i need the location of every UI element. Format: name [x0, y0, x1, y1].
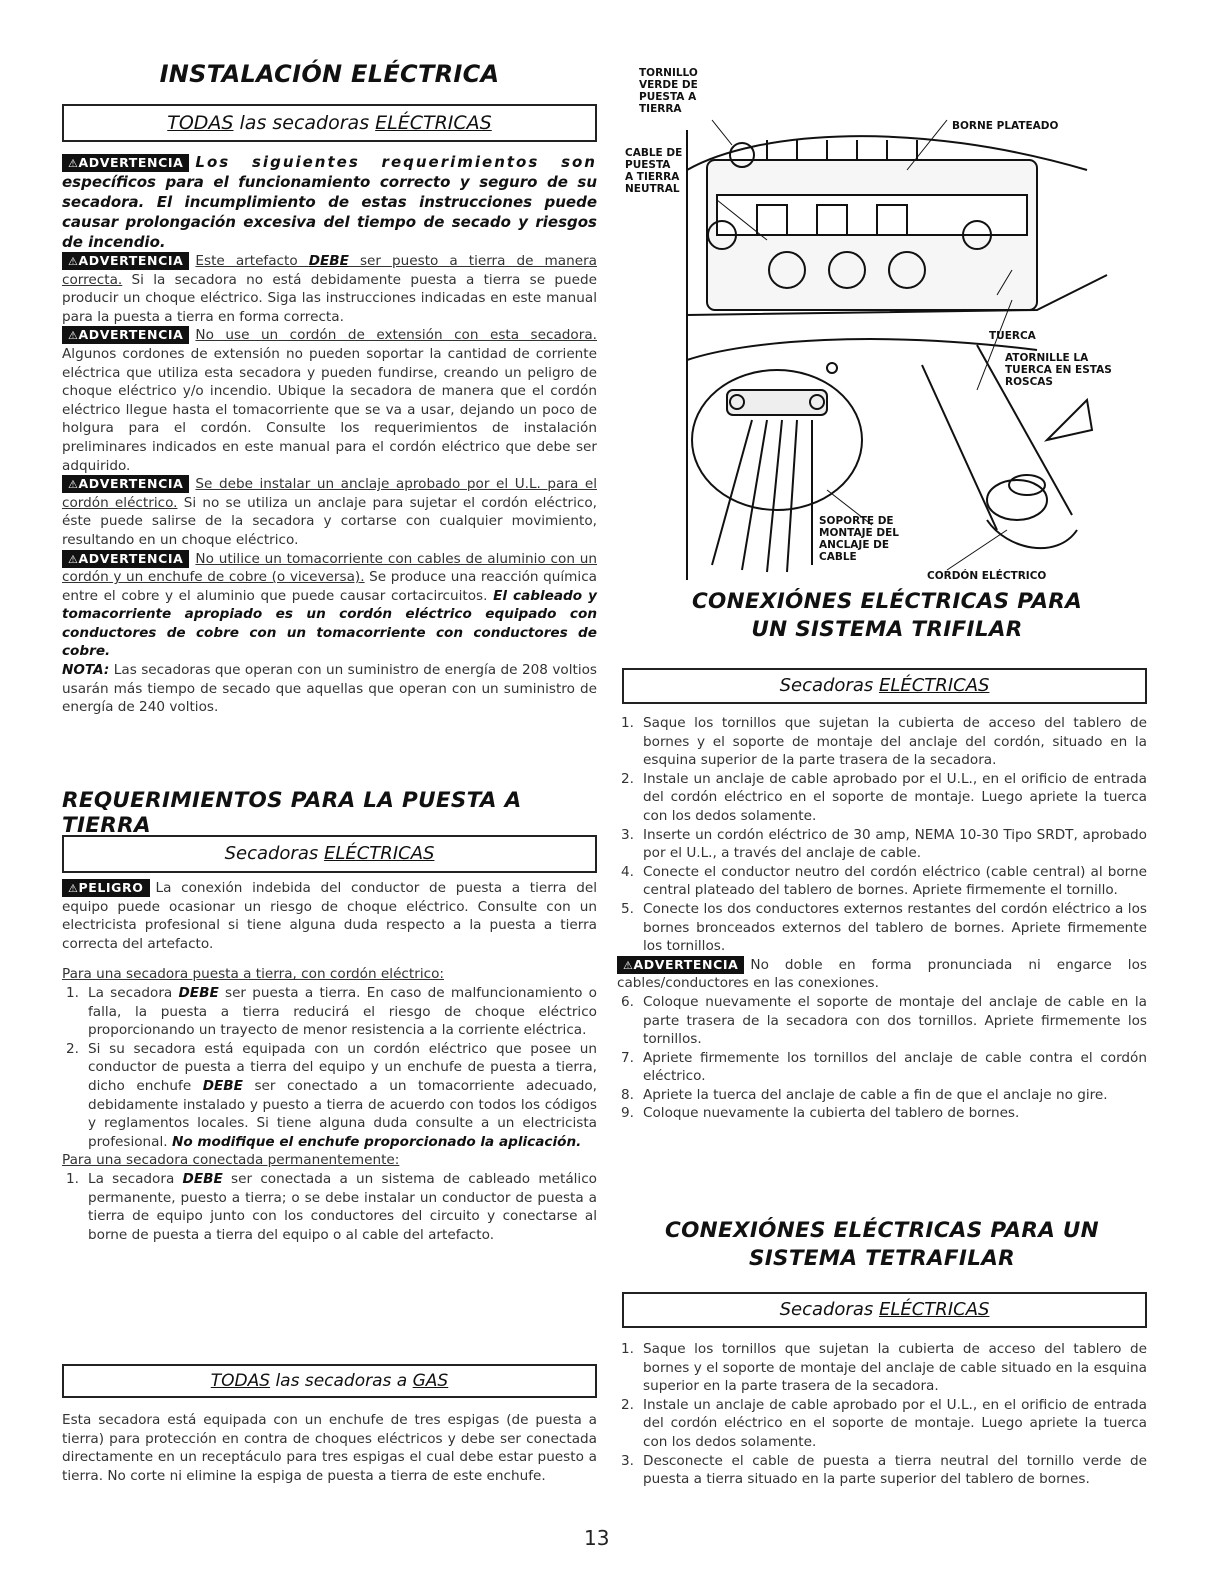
- box-electric-dryers: [62, 835, 597, 873]
- warning-3-underline: No use un cordón de extensión con esta secadora.: [195, 327, 597, 344]
- box-all-electric-suffix: ELÉCTRICAS: [375, 112, 492, 134]
- subheading-corded: Para una secadora puesta a tierra, con cordón eléctrico:: [62, 966, 444, 983]
- label-green-screw: TORNILLO VERDE DE PUESTA A TIERRA: [639, 67, 698, 115]
- list-item: 2. Instale un anclaje de cable aprobado por el U.L., en el orificio de entrada del cordón eléctrico en el soporte de montaje. Luego apriete la tuerca con los dedos solamente.: [621, 1396, 1147, 1450]
- warning-3-rest: Algunos cordones de extensión no pueden soportar la cantidad de corriente eléctrica que utiliza esta secadora y pueden fundirse, creando un peligro de choque eléctrico y/o incendio. Ubique la secadora de manera que el cordón eléctrico llegue hasta el tomacorriente que se va a usar, dejando un poco de holgura para el cordón. Consulte los requerimientos de instalación preliminares indicados en este manual para el cordón eléctrico que debe ser adquirido.: [62, 345, 597, 474]
- terminal-block-illustration: [617, 60, 1147, 585]
- box-gas-suffix: GAS: [412, 1371, 449, 1391]
- danger-paragraph: [62, 879, 597, 953]
- note: [62, 661, 597, 717]
- list-item: 9. Coloque nuevamente la cubierta del tablero de bornes.: [621, 1105, 1020, 1122]
- warning-5: [62, 550, 597, 662]
- list-item: 1. La secadora DEBE ser conectada a un sistema de cableado metálico permanente, puesto a tierra; o se debe instalar un conductor de puesta a tierra de equipo junto con los conductores del circuito y conectarse al borne de puesta a tierra del equipo o al cable del artefacto.: [66, 1170, 597, 1243]
- warning-triangle-icon: ⚠: [68, 329, 79, 343]
- note-text: Las secadoras que operan con un suministro de energía de 208 voltios usarán más tiempo de secado que aquellas que operan con un suministro de energía de 240 voltios.: [62, 662, 597, 716]
- warning-triangle-icon: ⚠: [68, 255, 79, 268]
- box-electric-prefix: Secadoras: [224, 843, 324, 864]
- list-item: 2. Si su secadora está equipada con un cordón eléctrico que posee un conductor de puesta a tierra del equipo y un enchufe de puesta a tierra, dicho enchufe DEBE ser conectado a un tomacorriente adecuado, debidamente instalado y puesto a tierra de acuerdo con todos los códigos y reglamentos locales. Si tiene alguna duda consulte a un electricista profesional. No modifique el enchufe proporcionado la aplicación.: [66, 1040, 597, 1150]
- list-item: 1. Saque los tornillos que sujetan la cubierta de acceso del tablero de bornes y el soporte de montaje del anclaje de cable situado en la esquina superior en la parte trasera de la secadora.: [621, 1341, 1147, 1395]
- warnings-block: [62, 152, 597, 717]
- four-wire-list: [617, 1340, 1147, 1489]
- list-item: 5. Conecte los dos conductores externos restantes del cordón eléctrico a los bornes bronceados externos del tablero de bornes. Apriete firmemente los tornillos.: [621, 900, 1147, 955]
- box-electric-dryers-4: [622, 1292, 1147, 1328]
- three-wire-steps: [617, 714, 1147, 1123]
- list-item: 2. Instale un anclaje de cable aprobado por el U.L., en el orificio de entrada del cordón eléctrico en el soporte de montaje. Luego apriete la tuerca con los dedos solamente.: [621, 770, 1147, 824]
- gas-paragraph: Esta secadora está equipada con un enchufe de tres espigas (de puesta a tierra) para protección en contra de choques eléctricos y debe ser conectada directamente en un receptáculo para tres espigas el cual debe estar puesto a tierra. No corte ni elimine la espiga de puesta a tierra de este enchufe.: [62, 1412, 597, 1484]
- warning-badge: ⚠ADVERTENCIA: [617, 956, 744, 974]
- box-electric-suffix: ELÉCTRICAS: [878, 1299, 990, 1320]
- box-all-electric: [62, 104, 597, 142]
- warning-5-bold: El cableado y tomacorriente apropiado es un cordón eléctrico equipado con conductores de cobre con un tomacorriente con conductores de cobre.: [62, 587, 597, 660]
- list-item: 6. Coloque nuevamente el soporte de montaje del anclaje de cable en la parte trasera de la secadora con dos tornillos. Apriete firmemente los tornillos.: [621, 993, 1147, 1048]
- warning-crimp-text: No doble en forma pronunciada ni engarce los cables/conductores en las conexiones.: [617, 956, 1147, 992]
- list-item: 8. Apriete la tuerca del anclaje de cable a fin de que el anclaje no gire.: [621, 1086, 1108, 1103]
- terminal-block-diagram: [617, 60, 1147, 585]
- warning-2-underline-2: ser puesto a tierra de manera correcta.: [62, 253, 597, 288]
- danger-triangle-icon: ⚠: [68, 882, 79, 895]
- box-electric-prefix: Secadoras: [779, 1299, 879, 1320]
- three-wire-list-continued: [617, 993, 1147, 1123]
- four-wire-steps: [617, 1340, 1147, 1489]
- warning-1-lead: Los siguientes requerimientos son: [195, 153, 597, 171]
- list-item: 3. Inserte un cordón eléctrico de 30 amp, NEMA 10-30 Tipo SRDT, aprobado por el U.L., a través del anclaje de cable.: [621, 826, 1147, 862]
- warning-4-underline: Se debe instalar un anclaje aprobado por el U.L. para el cordón eléctrico.: [62, 476, 597, 511]
- grounding-block: [62, 879, 597, 1244]
- label-mount-bracket: SOPORTE DE MONTAJE DEL ANCLAJE DE CABLE: [819, 515, 899, 563]
- list-item: 1. Saque los tornillos que sujetan la cubierta de acceso del tablero de bornes y el soporte de montaje del anclaje del cordón, situado en la esquina superior de la parte trasera de la secadora.: [621, 715, 1147, 769]
- warning-3: [62, 326, 597, 475]
- box-gas-dryers: [62, 1364, 597, 1398]
- box-electric-dryers-3: [622, 668, 1147, 704]
- warning-5-underline: No utilice un tomacorriente con cables de aluminio con un cordón y un enchufe de cobre (o viceversa).: [62, 550, 597, 586]
- warning-2-must: DEBE: [308, 253, 349, 269]
- warning-1: [62, 152, 597, 252]
- box-electric-prefix: Secadoras: [779, 675, 879, 696]
- box-all-electric-mid: las secadoras: [233, 112, 376, 134]
- three-wire-list: [617, 714, 1147, 956]
- section-title-grounding: REQUERIMIENTOS PARA LA PUESTA A TIERRA: [62, 788, 522, 838]
- danger-text: La conexión indebida del conductor de puesta a tierra del equipo puede ocasionar un riesgo de choque eléctrico. Consulte con un electricista profesional si tiene alguna duda respecto a la puesta a tierra correcta del artefacto.: [62, 880, 597, 952]
- list-item: 1. La secadora DEBE ser puesta a tierra. En caso de malfuncionamiento o falla, la puesta a tierra reducirá el riesgo de choque eléctrico proporcionando un trayecto de menor resistencia a la corriente eléctrica.: [66, 984, 597, 1039]
- warning-triangle-icon: ⚠: [68, 157, 79, 170]
- subheading-permanent: Para una secadora conectada permanentemente:: [62, 1152, 400, 1169]
- warning-4-rest: Si no se utiliza un anclaje para sujetar el cordón eléctrico, éste puede salirse de la secadora y cortarse con cualquier movimiento, resultando en un choque eléctrico.: [62, 494, 597, 548]
- box-all-electric-prefix: TODAS: [167, 112, 234, 134]
- danger-badge: ⚠PELIGRO: [62, 879, 150, 897]
- corded-list: [62, 984, 597, 1151]
- section-title-three-wire: CONEXIÓNES ELÉCTRICAS PARA UN SISTEMA TRIFILAR: [691, 589, 1083, 642]
- label-nut: TUERCA: [989, 330, 1036, 342]
- page-number: 13: [584, 1526, 610, 1550]
- section-title-four-wire: CONEXIÓNES ELÉCTRICAS PARA UN SISTEMA TETRAFILAR: [665, 1218, 1099, 1271]
- warning-crimp: [617, 956, 1147, 993]
- warning-badge: ⚠ADVERTENCIA: [62, 550, 189, 568]
- warning-1-bold: específicos para el funcionamiento correcto y seguro de su secadora. El incumplimiento de estas instrucciones puede causar prolongación excesiva del tiempo de secado y riesgos de incendio.: [62, 173, 597, 251]
- list-item: 4. Conecte el conductor neutro del cordón eléctrico (cable central) al borne central plateado del tablero de bornes. Apriete firmemente el tornillo.: [621, 863, 1147, 899]
- box-electric-suffix: ELÉCTRICAS: [323, 843, 435, 864]
- list-item: 7. Apriete firmemente los tornillos del anclaje de cable contra el cordón eléctrico.: [621, 1049, 1147, 1085]
- label-neutral-cable: CABLE DE PUESTA A TIERRA NEUTRAL: [625, 147, 683, 195]
- section-title-installation: INSTALACIÓN ELÉCTRICA: [159, 60, 500, 88]
- warning-triangle-icon: ⚠: [623, 958, 634, 972]
- warning-triangle-icon: ⚠: [68, 552, 79, 566]
- warning-2: [62, 252, 597, 326]
- box-electric-suffix: ELÉCTRICAS: [878, 675, 990, 696]
- warning-triangle-icon: ⚠: [68, 478, 79, 492]
- warning-5-rest: Se produce una reacción química entre el cobre y el aluminio que puede causar cortacircuitos.: [62, 569, 598, 604]
- label-silver-terminal: BORNE PLATEADO: [952, 120, 1059, 132]
- box-gas-mid: las secadoras a: [270, 1371, 413, 1391]
- list-item: 3. Desconecte el cable de puesta a tierra neutral del tornillo verde de puesta a tierra situado en la parte superior del tablero de bornes.: [621, 1452, 1147, 1488]
- warning-2-underline: Este artefacto: [195, 253, 309, 269]
- warning-badge: ⚠ADVERTENCIA: [62, 252, 189, 270]
- warning-2-rest: Si la secadora no está debidamente puesta a tierra se puede producir un choque eléctrico. Siga las instrucciones indicadas en este manual para la puesta a tierra en forma correcta.: [62, 271, 597, 325]
- warning-badge: ⚠ADVERTENCIA: [62, 326, 189, 344]
- warning-badge: ⚠ADVERTENCIA: [62, 154, 189, 172]
- label-power-cord: CORDÓN ELÉCTRICO: [927, 570, 1047, 582]
- note-label: NOTA:: [62, 662, 110, 679]
- warning-badge: ⚠ADVERTENCIA: [62, 475, 189, 493]
- label-screw-nut: ATORNILLE LA TUERCA EN ESTAS ROSCAS: [1005, 352, 1112, 388]
- box-gas-prefix: TODAS: [210, 1371, 271, 1391]
- warning-4: [62, 475, 597, 549]
- permanent-list: [62, 1170, 597, 1244]
